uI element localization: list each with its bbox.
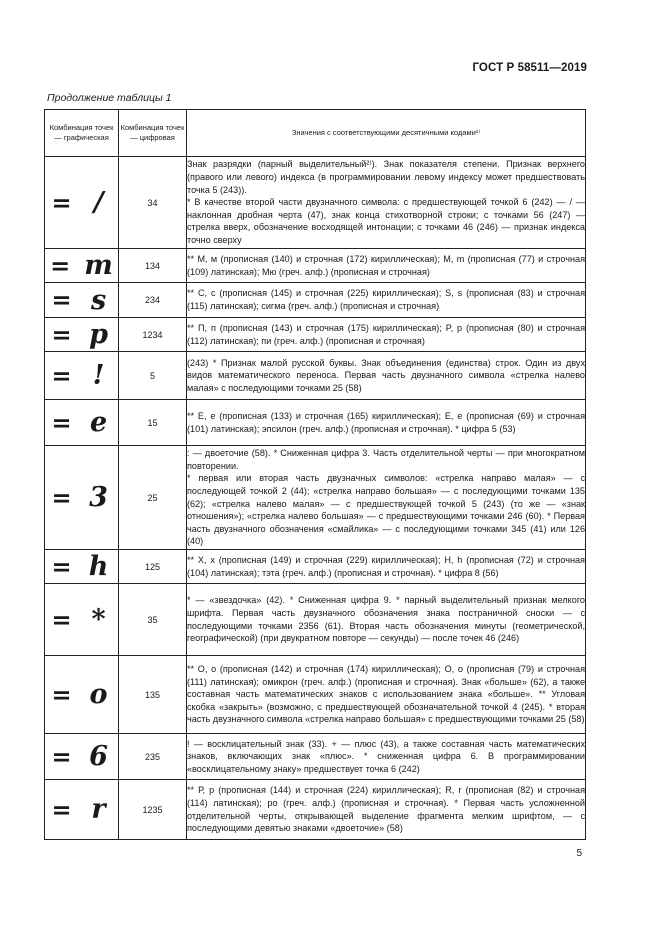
meaning-text: ! — восклицательный знак (33). + — плюс (43), а также составная часть математических знаков, включающих знак «плюс». * сниженная цифра 6. В программировании «восклицательному знаку» предшествует точка 6 (242) [187, 738, 585, 774]
graphic-symbol: 6 [89, 741, 108, 772]
digit-code: 234 [119, 283, 187, 318]
meaning-cell [187, 352, 586, 400]
table-row [45, 584, 586, 656]
equals-prefix: = [51, 795, 72, 824]
graphic-cell [45, 157, 119, 249]
table-row [45, 400, 586, 446]
graphic-symbol: r [91, 794, 106, 825]
meaning-text: ** Х, х (прописная (149) и строчная (229) кириллическая); H, h (прописная (72) и строчная (104) латинская); тэта (греч. алф.) (прописная и строчная). * цифра 8 (56) [187, 554, 585, 578]
graphic-symbol: 3 [89, 482, 108, 513]
graphic-cell [45, 400, 119, 446]
meaning-text: * — «звездочка» (42). * Сниженная цифра 9. * парный выделительный признак мелкого шрифта. Первая часть двузначного обозначения знака постраничной сноски — с последующими точками 2356 (61). Вторая часть обозначения минуты (геометрической, географической) (при двукратном повторе — секунды) — после точек 46 (246) [187, 595, 585, 644]
digit-code: 1234 [119, 318, 187, 352]
meaning-cell [187, 656, 586, 734]
column-header-graphic: Комбинация точек — графическая [45, 110, 119, 157]
table-row [45, 283, 586, 318]
equals-prefix: = [51, 188, 72, 217]
graphic-symbol: p [89, 319, 108, 350]
column-header-digital: Комбинация точек — цифровая [119, 110, 187, 157]
digit-code: 35 [119, 584, 187, 656]
table-row [45, 249, 586, 283]
equals-prefix: = [51, 408, 72, 437]
table-row [45, 446, 586, 550]
meaning-cell [187, 318, 586, 352]
graphic-symbol: m [84, 250, 113, 281]
meaning-text: Знак разрядки (парный выделительный²⁾). Знак показателя степени. Признак верхнего (правого или левого) индекса (в программировании левому индексу может предшествовать точка 5 (243)). * В качестве второй части двузначного символа: с предшествующей точкой 6 (242) — / — наклонная дробная черта (47), знак конца стихотворной строки; с точками 56 (247) — стрелка вверх, обозначение восходящей интонации; с точками 46 (246) — признак индекса точно сверху [187, 159, 585, 245]
digit-code: 5 [119, 352, 187, 400]
meaning-cell [187, 734, 586, 780]
table-row [45, 318, 586, 352]
graphic-symbol: o [89, 679, 108, 710]
meaning-cell [187, 446, 586, 550]
equals-prefix: = [51, 605, 72, 634]
meaning-text: ** Р, р (прописная (144) и строчная (224) кириллическая); R, r (прописная (82) и строчная (114) латинская); ро (греч. алф.) (прописная и строчная). * Первая часть усложненной отделительной черты, открывающей выделение фрагмента мелким шрифтом, — с последующими девятью знаками «двоеточие» (58) [187, 785, 585, 834]
digit-code: 1235 [119, 780, 187, 840]
table-row [45, 656, 586, 734]
digit-code: 34 [119, 157, 187, 249]
digit-code: 25 [119, 446, 187, 550]
graphic-symbol: * [91, 604, 106, 635]
equals-prefix: = [50, 251, 71, 280]
meaning-cell [187, 780, 586, 840]
digit-code: 134 [119, 249, 187, 283]
graphic-symbol: e [89, 407, 108, 438]
standard-code: ГОСТ Р 58511—2019 [472, 62, 587, 74]
graphic-cell [45, 734, 119, 780]
meaning-text: : — двоеточие (58). * Сниженная цифра 3. Часть отделительной черты — при многократном повторении. * первая или вторая часть двузначных символов: «стрелка направо малая» — с последующей точкой 2 (44); «стрелка направо большая» — с последующими точками 135 (62); «стрелка налево малая» — с предшествующей точкой 5 (243) (то же — «знак отношения»); «стрелка налево большая» — с предшествующими точками 246 (60). * Первая часть двузначного обозначения «смайлика» — с последующими точками 345 (41) или 126 (40) [187, 448, 585, 547]
digit-code: 15 [119, 400, 187, 446]
table-row [45, 157, 586, 249]
graphic-symbol: h [88, 551, 109, 582]
digit-code: 125 [119, 550, 187, 584]
equals-prefix: = [51, 320, 72, 349]
equals-prefix: = [51, 286, 72, 314]
meaning-text: ** П, п (прописная (143) и строчная (175) кириллическая); P, p (прописная (80) и строчная (112) латинская); пи (греч. алф.) (прописная и строчная) [187, 322, 585, 346]
meaning-cell [187, 550, 586, 584]
table-row [45, 734, 586, 780]
digit-code: 135 [119, 656, 187, 734]
column-header-meaning: Значения с соответствующими десятичными кодами¹⁾ [187, 110, 586, 157]
table-row [45, 352, 586, 400]
page-number: 5 [576, 848, 582, 859]
graphic-cell [45, 318, 119, 352]
graphic-cell [45, 283, 119, 318]
table-row [45, 780, 586, 840]
graphic-cell [45, 780, 119, 840]
meaning-cell [187, 400, 586, 446]
graphic-cell [45, 584, 119, 656]
graphic-cell [45, 550, 119, 584]
equals-prefix: = [51, 483, 72, 512]
braille-table [44, 109, 586, 840]
meaning-text: ** Е, е (прописная (133) и строчная (165) кириллическая); E, e (прописная (69) и строчная (101) латинская); эпсилон (греч. алф.) (прописная и строчная). * цифра 5 (53) [187, 410, 585, 434]
meaning-text: ** С, с (прописная (145) и строчная (225) кириллическая); S, s (прописная (83) и строчная (115) латинская); сигма (греч. алф.) (прописная и строчная) [187, 288, 585, 311]
equals-prefix: = [51, 361, 72, 390]
graphic-cell [45, 352, 119, 400]
graphic-cell [45, 446, 119, 550]
meaning-cell [187, 157, 586, 249]
equals-prefix: = [51, 742, 72, 771]
table-row [45, 550, 586, 584]
digit-code: 235 [119, 734, 187, 780]
graphic-cell [45, 249, 119, 283]
meaning-cell [187, 584, 586, 656]
graphic-symbol: ! [92, 360, 105, 391]
meaning-cell [187, 283, 586, 318]
graphic-symbol: s [90, 284, 107, 316]
graphic-symbol: / [93, 187, 104, 218]
table-caption: Продолжение таблицы 1 [47, 92, 172, 104]
equals-prefix: = [51, 680, 72, 709]
table-header-row [45, 110, 586, 157]
meaning-text: ** М, м (прописная (140) и строчная (172) кириллическая); M, m (прописная (77) и строчная (109) латинская); Мю (греч. алф.) (прописная и строчная) [187, 253, 585, 277]
meaning-text: (243) * Признак малой русской буквы. Знак объединения (единства) строк. Один из двух видов математического переноса. Первая часть двузначного символа «стрелка налево малая» с последующими точками 25 (58) [187, 357, 585, 393]
graphic-cell [45, 656, 119, 734]
meaning-cell [187, 249, 586, 283]
meaning-text: ** О, о (прописная (142) и строчная (174) кириллическая); O, o (прописная (79) и строчная (111) латинская); омикрон (греч. алф.) (прописная и строчная). Знак «больше» (62), а также составная часть математических знаков с использованием знака «больше». ** Угловая скобка «закрыть» (возможно, с предшествующей обозначательной точкой 4 (245). * вторая часть двузначного символа «стрелка направо большая» с предшествующими точками 25 (58) [187, 664, 585, 725]
equals-prefix: = [51, 552, 72, 581]
